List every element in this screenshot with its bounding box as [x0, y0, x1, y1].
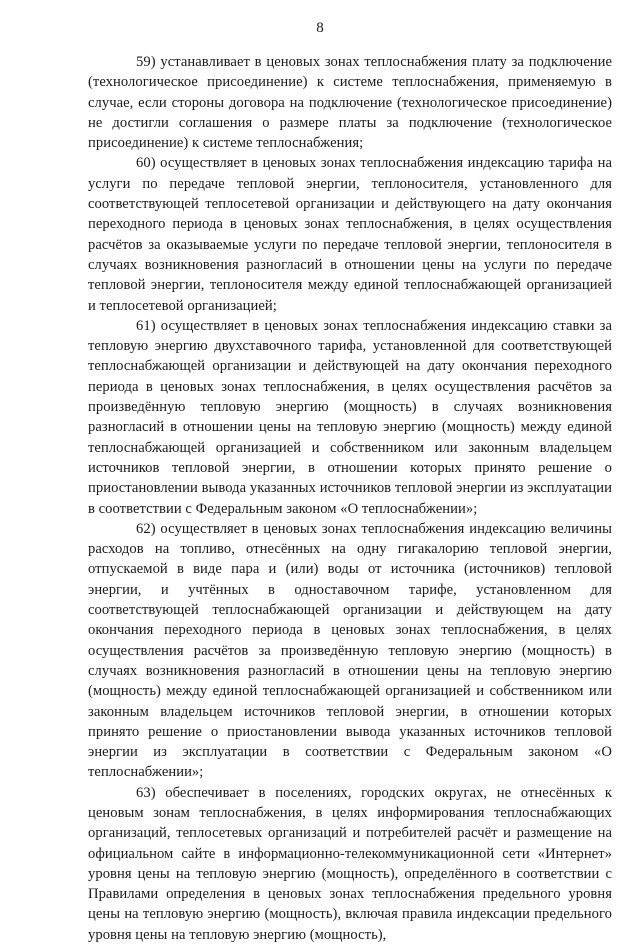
paragraph-59: 59) устанавливает в ценовых зонах теплоснабжения плату за подключение (технологическое присоединение) к системе теплоснабжения, применяемую в случае, если стороны договора на подключение (технологическое присоединение) не достигли соглашения о размере платы за подключение (технологическое присоединение) к системе теплоснабжения; — [88, 54, 612, 152]
paragraph-63: 63) обеспечивает в поселениях, городских округах, не отнесённых к ценовым зонам теплоснабжения, в целях информирования теплоснабжающих организаций, теплосетевых организаций и потребителей расчёт и размещение на официальном сайте в информационно-телекоммуникационной сети «Интернет» уровня цены на тепловую энергию (мощность), определённого в соответствии с Правилами определения в ценовых зонах теплоснабжения предельного уровня цены на тепловую энергию (мощность), включая правила индексации предельного уровня цены на тепловую энергию (мощность), — [88, 784, 612, 943]
document-body — [88, 52, 612, 945]
paragraph-62: 62) осуществляет в ценовых зонах теплоснабжения индексацию величины расходов на топливо, отнесённых на одну гигакалорию тепловой энергии, отпускаемой в виде пара и (или) воды от источника (источников) тепловой энергии, и учтённых в одноставочном тарифе, установленном для соответствующей теплоснабжающей организации и действующем на дату окончания переходного периода в ценовых зонах теплоснабжения, в целях осуществления расчётов за произведённую тепловую энергию (мощность) в случаях возникновения разногласий в отношении цены на тепловую энергию (мощность) между единой теплоснабжающей организацией и собственником или законным владельцем источников тепловой энергии, в отношении которых принято решение о приостановлении вывода указанных источников тепловой энергии из эксплуатации в соответствии с Федеральным законом «О теплоснабжении»; — [88, 520, 612, 781]
paragraph-61: 61) осуществляет в ценовых зонах теплоснабжения индексацию ставки за тепловую энергию двухставочного тарифа, установленной для соответствующей теплоснабжающей организации и действующей на дату окончания переходного периода в ценовых зонах теплоснабжения, в целях осуществления расчётов за произведённую тепловую энергию (мощность) в случаях возникновения разногласий в отношении цены на тепловую энергию (мощность) между единой теплоснабжающей организацией и собственником или законным владельцем источников тепловой энергии, в отношении которых принято решение о приостановлении вывода указанных источников тепловой энергии из эксплуатации в соответствии с Федеральным законом «О теплоснабжении»; — [88, 317, 612, 517]
page-number: 8 — [316, 20, 324, 36]
paragraph-60: 60) осуществляет в ценовых зонах теплоснабжения индексацию тарифа на услуги по передаче тепловой энергии, теплоносителя, установленного для соответствующей теплосетевой организации и действующего на дату окончания переходного периода в ценовых зонах теплоснабжения, в целях осуществления расчётов за оказываемые услуги по передаче тепловой энергии, теплоносителя в случаях возникновения разногласий в отношении цены на услуги по передаче тепловой энергии, теплоносителя между единой теплоснабжающей организацией и теплосетевой организацией; — [88, 155, 612, 314]
